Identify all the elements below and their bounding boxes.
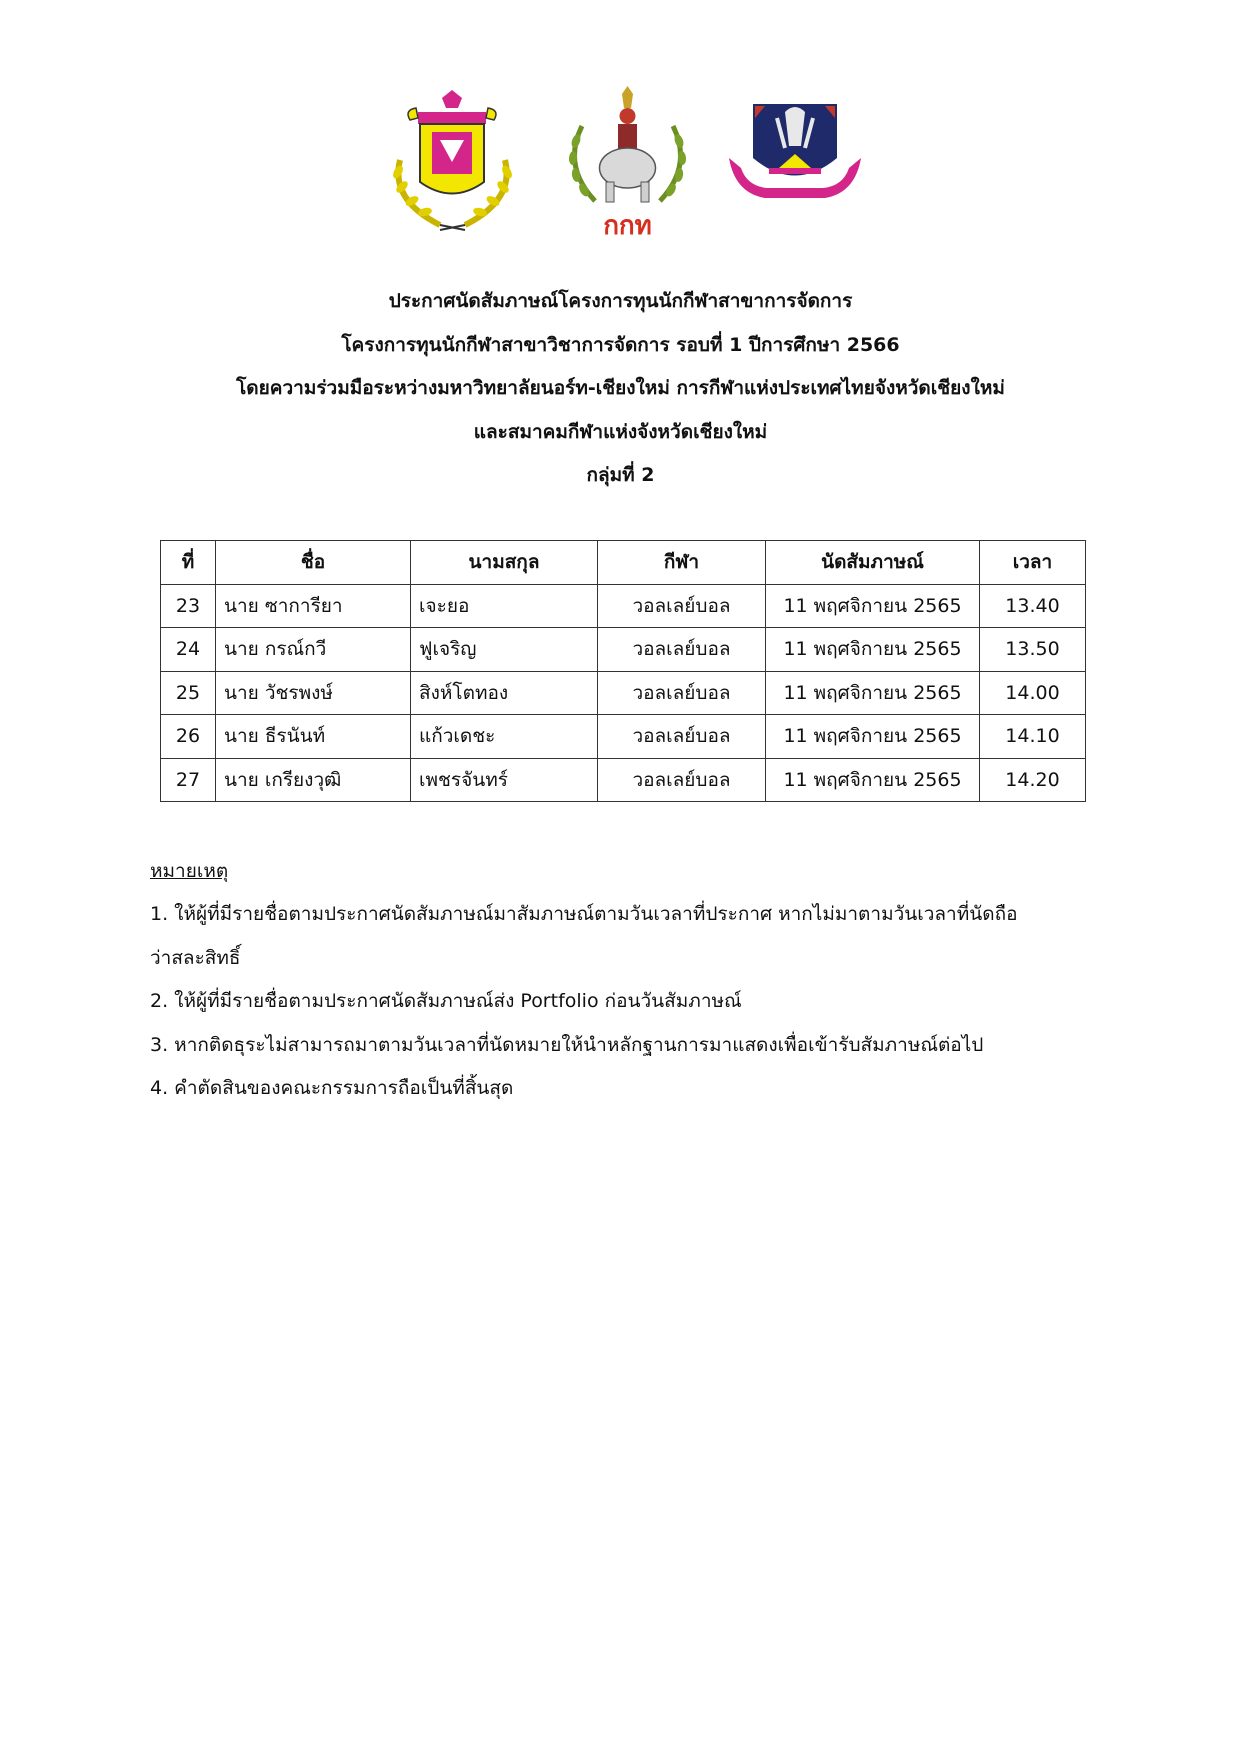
cell-surname: เจะยอ <box>411 584 598 628</box>
cell-time: 13.50 <box>980 628 1086 672</box>
association-crest-logo <box>725 98 865 218</box>
remark-item-4: 4. คำตัดสินของคณะกรรมการถือเป็นที่สิ้นสุด <box>150 1077 514 1099</box>
heading-line-3: โดยความร่วมมือระหว่างมหาวิทยาลัยนอร์ท-เชียงใหม่ การกีฬาแห่งประเทศไทยจังหวัดเชียงใหม่ <box>236 377 1005 399</box>
remarks-section <box>150 850 1090 1111</box>
heading-line-4: และสมาคมกีฬาแห่งจังหวัดเชียงใหม่ <box>473 420 768 443</box>
table-header-row <box>161 541 1086 585</box>
cell-sport: วอลเลย์บอล <box>598 584 766 628</box>
cell-date: 11 พฤศจิกายน 2565 <box>766 758 980 802</box>
cell-sport: วอลเลย์บอล <box>598 758 766 802</box>
header-time: เวลา <box>980 541 1086 585</box>
cell-no: 27 <box>161 758 216 802</box>
remark-item-3: 3. หากติดธุระไม่สามารถมาตามวันเวลาที่นัดหมายให้นำหลักฐานการมาแสดงเพื่อเข้ารับสัมภาษณ์ต่อไป <box>150 1033 984 1056</box>
cell-time: 13.40 <box>980 584 1086 628</box>
header-interview-date: นัดสัมภาษณ์ <box>766 541 980 585</box>
cell-time: 14.10 <box>980 715 1086 759</box>
cell-time: 14.20 <box>980 758 1086 802</box>
cell-date: 11 พฤศจิกายน 2565 <box>766 628 980 672</box>
table-row <box>161 628 1086 672</box>
group-label: กลุ่มที่ 2 <box>586 464 655 486</box>
university-crest-logo <box>380 90 525 235</box>
cell-no: 24 <box>161 628 216 672</box>
remark-item-1-continuation: ว่าสละสิทธิ์ <box>150 946 241 969</box>
cell-surname: เพชรจันทร์ <box>411 758 598 802</box>
cell-sport: วอลเลย์บอล <box>598 628 766 672</box>
table-row <box>161 584 1086 628</box>
table-row <box>161 715 1086 759</box>
cell-name: นาย เกรียงวุฒิ <box>216 758 411 802</box>
header-sport: กีฬา <box>598 541 766 585</box>
cell-time: 14.00 <box>980 671 1086 715</box>
cell-name: นาย กรณ์กวี <box>216 628 411 672</box>
cell-date: 11 พฤศจิกายน 2565 <box>766 715 980 759</box>
header-no: ที่ <box>161 541 216 585</box>
cell-sport: วอลเลย์บอล <box>598 671 766 715</box>
sports-authority-logo <box>560 86 695 238</box>
header-name: ชื่อ <box>216 541 411 585</box>
table-row <box>161 671 1086 715</box>
cell-no: 23 <box>161 584 216 628</box>
cell-sport: วอลเลย์บอล <box>598 715 766 759</box>
cell-name: นาย วัชรพงษ์ <box>216 671 411 715</box>
cell-surname: สิงห์โตทอง <box>411 671 598 715</box>
remark-item-1: 1. ให้ผู้ที่มีรายชื่อตามประกาศนัดสัมภาษณ์มาสัมภาษณ์ตามวันเวลาที่ประกาศ หากไม่มาตามวันเวลาที่นัดถือ <box>150 903 1018 925</box>
header-surname: นามสกุล <box>411 541 598 585</box>
cell-name: นาย ซาการียา <box>216 584 411 628</box>
interview-schedule-table <box>160 540 1086 802</box>
cell-date: 11 พฤศจิกายน 2565 <box>766 671 980 715</box>
cell-surname: แก้วเดชะ <box>411 715 598 759</box>
cell-no: 25 <box>161 671 216 715</box>
remarks-title: หมายเหตุ <box>150 860 229 882</box>
remark-item-2: 2. ให้ผู้ที่มีรายชื่อตามประกาศนัดสัมภาษณ์ส่ง Portfolio ก่อนวันสัมภาษณ์ <box>150 990 742 1012</box>
heading-line-1: ประกาศนัดสัมภาษณ์โครงการทุนนักกีฬาสาขาการจัดการ <box>388 290 853 312</box>
heading-line-2: โครงการทุนนักกีฬาสาขาวิชาการจัดการ รอบที่ 1 ปีการศึกษา 2566 <box>341 333 900 356</box>
table-row <box>161 758 1086 802</box>
announcement-heading <box>0 280 1241 498</box>
cell-no: 26 <box>161 715 216 759</box>
logo-row <box>0 86 1241 246</box>
cell-date: 11 พฤศจิกายน 2565 <box>766 584 980 628</box>
sports-authority-logo-text: กกท <box>603 211 652 238</box>
cell-name: นาย ธีรนันท์ <box>216 715 411 759</box>
cell-surname: ฟูเจริญ <box>411 628 598 672</box>
